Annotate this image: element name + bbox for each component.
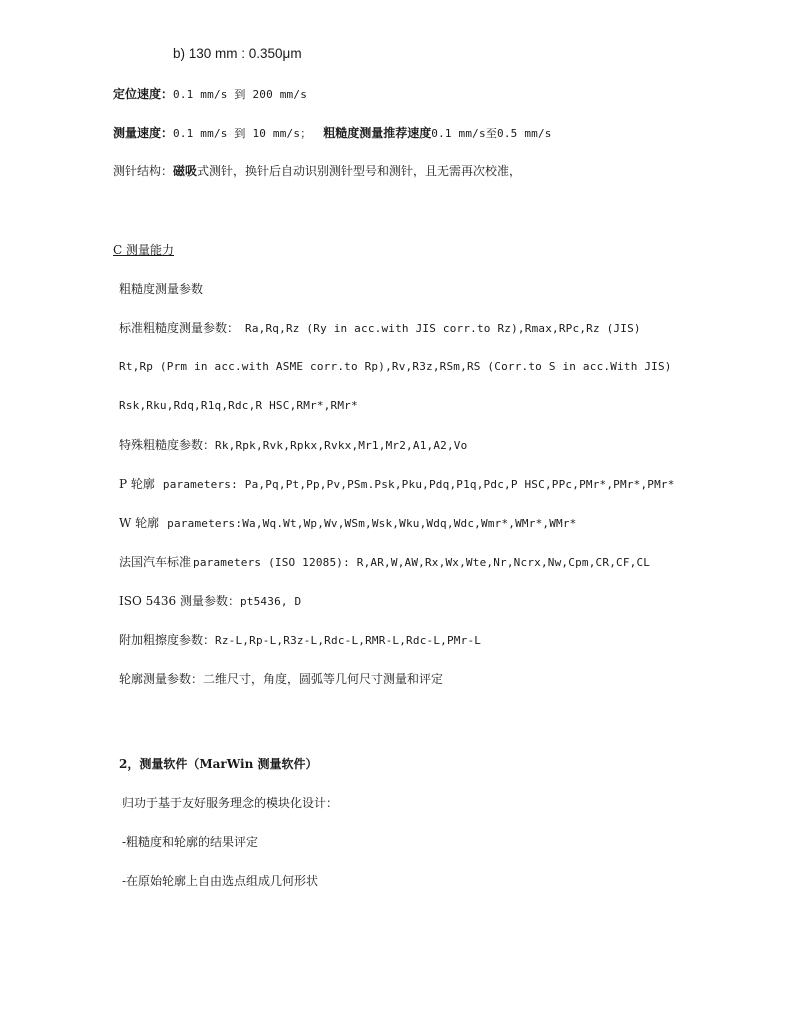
contour-params-value: 二维尺寸，角度，圆弧等几何尺寸测量和评定 xyxy=(203,672,444,686)
section-2-heading xyxy=(119,756,317,772)
standard-params-label: 标准粗糙度测量参数： xyxy=(119,321,240,335)
iso-5436-label: ISO 5436 测量参数： xyxy=(119,594,240,608)
measuring-speed-label: 测量速度： xyxy=(113,126,174,140)
p-profile-label: P 轮廓 xyxy=(119,477,155,491)
standard-params-line-1 xyxy=(119,320,641,337)
software-intro: 归功于基于友好服务理念的模块化设计： xyxy=(122,796,339,810)
probe-structure-value: 式测针，换针后自动识别测针型号和测针，且无需再次校准， xyxy=(197,164,522,178)
positioning-speed-line xyxy=(113,86,307,103)
w-profile-value: parameters:Wa,Wq.Wt,Wp,Wv,WSm,Wsk,Wku,Wdq,Wdc,Wmr*,WMr*,WMr* xyxy=(167,517,577,530)
accuracy-spec-b: b) 130 mm : 0.350μm xyxy=(173,46,302,61)
probe-structure-line xyxy=(113,163,521,179)
probe-structure-bold: 磁吸 xyxy=(173,164,198,178)
measuring-speed-line xyxy=(113,125,552,142)
additional-params-label: 附加粗擦度参数： xyxy=(119,633,216,647)
measuring-speed-value: 0.1 mm/s 到 10 mm/s； xyxy=(173,127,312,140)
iso-5436-line xyxy=(119,593,301,610)
iso-5436-value: pt5436, D xyxy=(239,595,302,608)
w-profile-line xyxy=(119,515,577,532)
section-2-prefix: 2， xyxy=(119,757,140,771)
additional-params-value: Rz-L,Rp-L,R3z-L,Rdc-L,RMR-L,Rdc-L,PMr-L xyxy=(215,634,482,647)
positioning-speed-value: 0.1 mm/s 到 200 mm/s xyxy=(173,88,308,101)
probe-structure-label: 测针结构： xyxy=(113,164,174,178)
french-standard-label: 法国汽车标准 xyxy=(119,555,192,569)
positioning-speed-label: 定位速度： xyxy=(113,87,174,101)
recommended-speed-label: 粗糙度测量推荐速度 xyxy=(323,126,432,140)
standard-params-line-2: Rt,Rp (Prm in acc.with ASME corr.to Rp),Rv,R3z,RSm,RS (Corr.to S in acc.With JIS) xyxy=(119,360,672,373)
roughness-params-heading: 粗糙度测量参数 xyxy=(119,282,204,296)
additional-params-line xyxy=(119,632,481,649)
contour-params-line xyxy=(119,671,443,687)
p-profile-value: parameters: Pa,Pq,Pt,Pp,Pv,PSm.Psk,Pku,Pdq,P1q,Pdc,P HSC,PPc,PMr*,PMr*,PMr* xyxy=(162,478,675,491)
standard-params-line-3: Rsk,Rku,Rdq,R1q,Rdc,R HSC,RMr*,RMr* xyxy=(119,399,358,412)
section-c-heading: C 测量能力 xyxy=(113,243,174,257)
software-bullet-2: -在原始轮廓上自由选点组成几何形状 xyxy=(122,874,319,888)
contour-params-label: 轮廓测量参数： xyxy=(119,672,204,686)
software-bullet-1: -粗糙度和轮廓的结果评定 xyxy=(122,835,259,849)
special-params-value: Rk,Rpk,Rvk,Rpkx,Rvkx,Mr1,Mr2,A1,A2,Vo xyxy=(215,439,468,452)
section-2-title: 测量软件（MarWin 测量软件） xyxy=(139,757,318,771)
french-standard-line xyxy=(119,554,650,571)
special-params-label: 特殊粗糙度参数： xyxy=(119,438,216,452)
p-profile-line xyxy=(119,476,675,493)
w-profile-label: W 轮廓 xyxy=(119,516,160,530)
special-params-line xyxy=(119,437,467,454)
recommended-speed-value: 0.1 mm/s至0.5 mm/s xyxy=(431,127,552,140)
standard-params-value-1: Ra,Rq,Rz (Ry in acc.with JIS corr.to Rz),Rmax,RPc,Rz (JIS) xyxy=(245,322,641,335)
french-standard-value: parameters (ISO 12085): R,AR,W,AW,Rx,Wx,Wte,Nr,Ncrx,Nw,Cpm,CR,CF,CL xyxy=(193,556,651,569)
